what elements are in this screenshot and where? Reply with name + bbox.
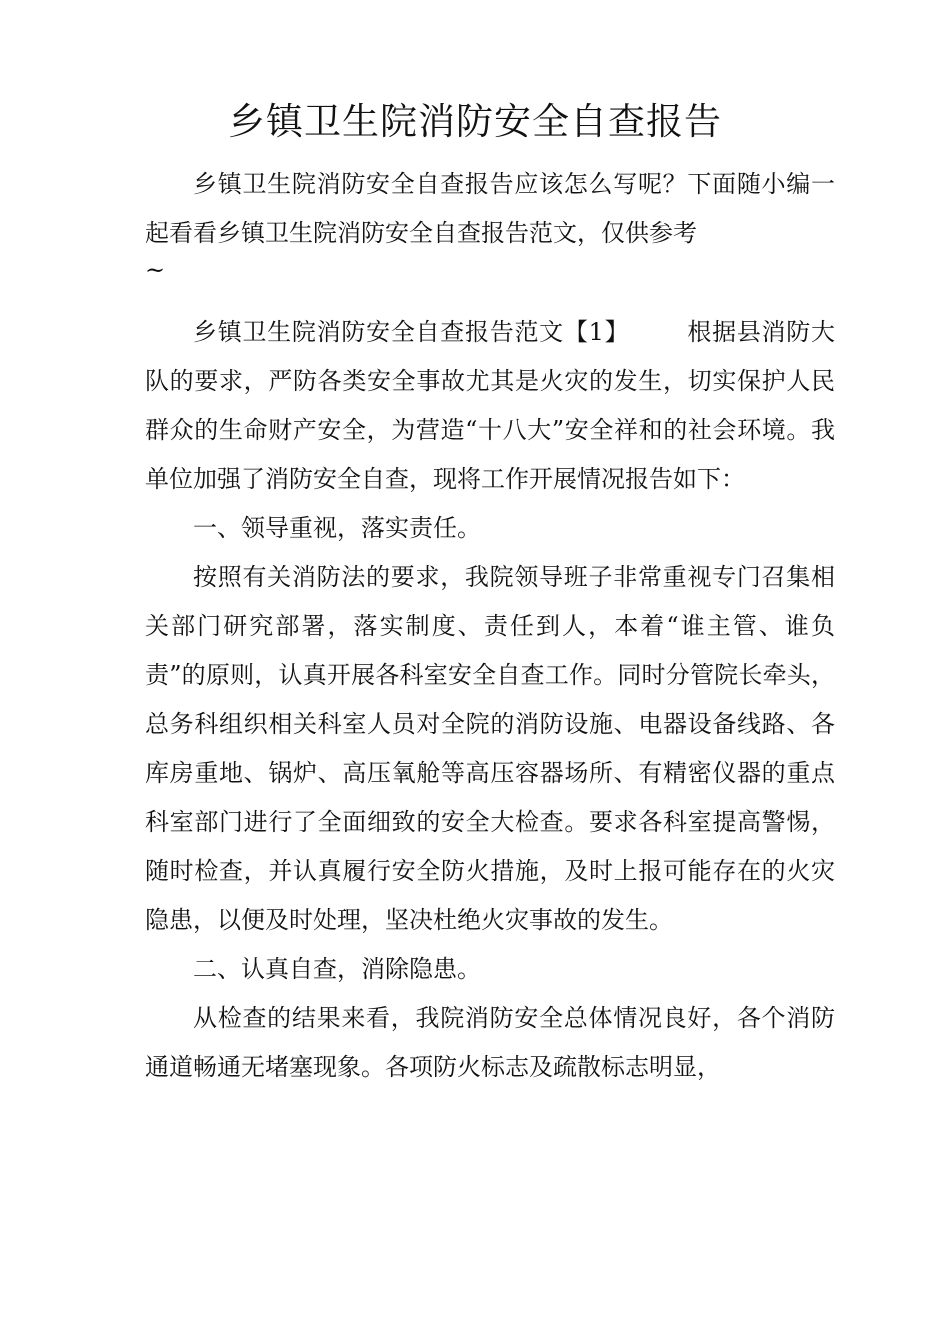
sample-heading: 乡镇卫生院消防安全自查报告范文【1】: [193, 318, 630, 346]
section1-heading: 一、领导重视，落实责任。: [193, 514, 481, 542]
section1-body: 按照有关消防法的要求，我院领导班子非常重视专门召集相关部门研究部署，落实制度、责任到人，本着“谁主管、谁负责”的原则，认真开展各科室安全自查工作。同时分管院长牵头，总务科组织相关科室人员对全院的消防设施、电器设备线路、各库房重地、锅炉、高压氧舱等高压容器场所、有精密仪器的重点科室部门进行了全面细致的安全大检查。要求各科室提高警惕，随时检查，并认真履行安全防火措施，及时上报可能存在的火灾隐患，以便及时处理，坚决杜绝火灾事故的发生。: [145, 563, 835, 934]
document-title: 乡镇卫生院消防安全自查报告: [228, 100, 722, 143]
intro-tilde: ~: [145, 256, 166, 284]
intro-text: 乡镇卫生院消防安全自查报告应该怎么写呢？下面随小编一起看看乡镇卫生院消防安全自查报告范文，仅供参考: [145, 170, 835, 247]
intro-paragraph: [145, 160, 835, 282]
section2-body: 从检查的结果来看，我院消防安全总体情况良好，各个消防通道畅通无堵塞现象。各项防火标志及疏散标志明显，: [145, 1004, 835, 1081]
section2-heading: 二、认真自查，消除隐患。: [193, 955, 481, 983]
sample-lead-text: 根据县消防大队的要求，严防各类安全事故尤其是火灾的发生，切实保护人民群众的生命财产安全，为营造“十八大”安全祥和的社会环境。我单位加强了消防安全自查，现将工作开展情况报告如下：: [145, 318, 835, 493]
sample-paragraph: [145, 308, 835, 504]
document-body: [145, 160, 835, 1092]
